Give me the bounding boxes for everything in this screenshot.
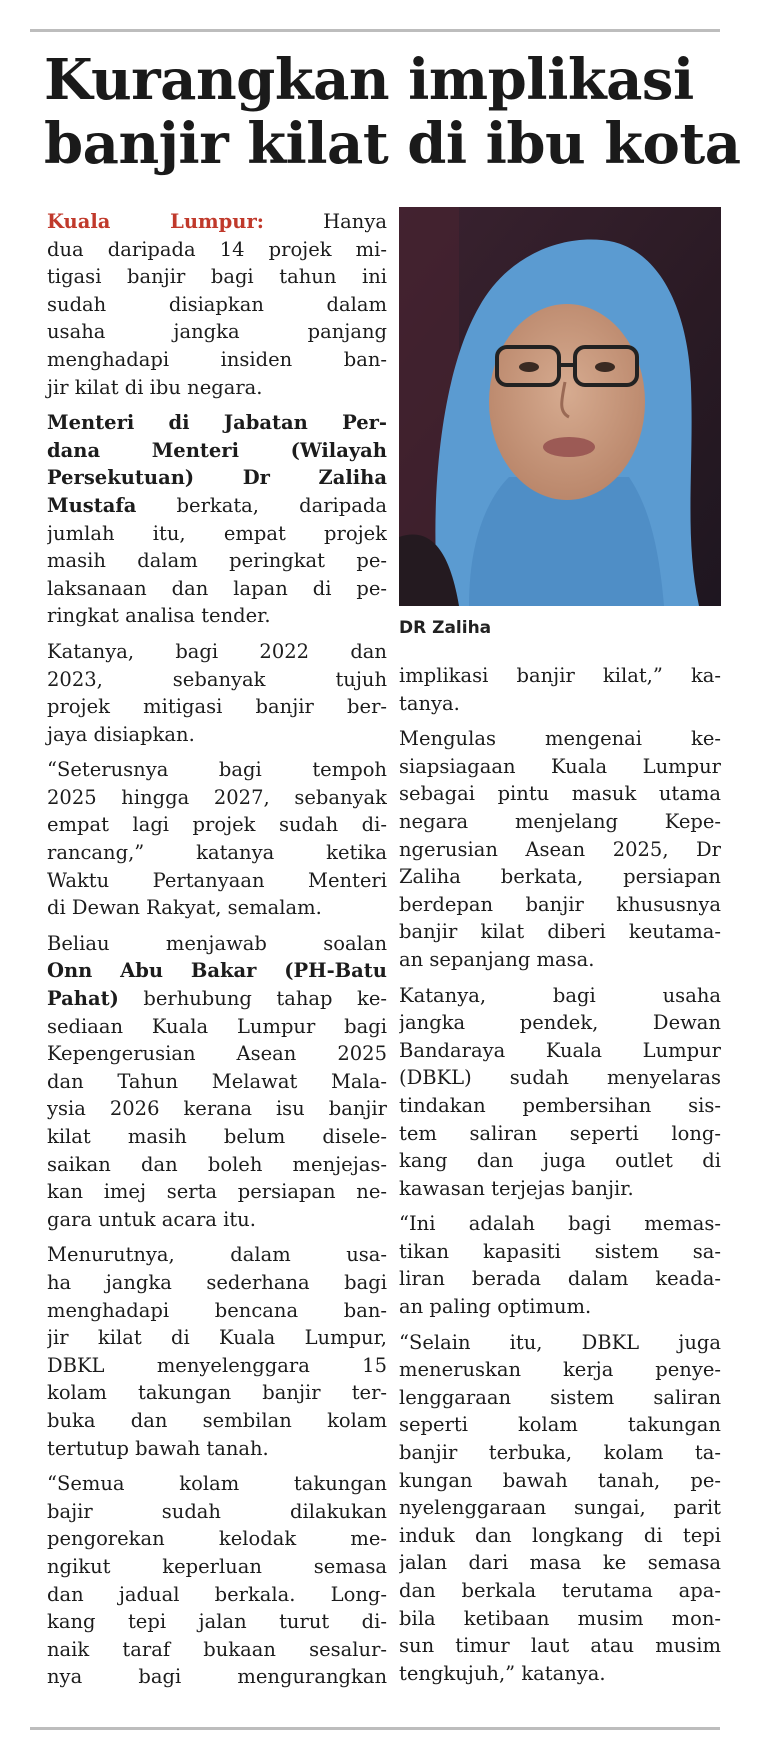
text-run: Hanya [263,210,387,233]
portrait-photo [399,207,721,606]
text-line: tengkujuh,” katanya. [399,1661,606,1685]
headline [44,47,741,177]
article-column-2 [399,662,721,1687]
text-line: dan jadual berkala. Long- [47,1582,387,1606]
article-column-1 [47,208,387,1691]
text-line: Katanya, bagi 2022 dan [47,639,387,663]
text-line: usaha jangka panjang [47,320,387,344]
text-line: sebagai pintu masuk utama [399,782,721,806]
bold-name: Persekutuan) Dr Zaliha [47,466,387,490]
text-line: “Seterusnya bagi tempoh [47,758,387,782]
text-line: an sepanjang masa. [399,947,595,971]
text-line [47,957,387,985]
text-line: tanya. [399,691,460,715]
bold-name: dana Menteri (Wilayah [47,438,387,462]
bottom-rule [30,1727,720,1730]
text-line [47,208,387,236]
text-line: tigasi banjir bagi tahun ini [47,265,387,289]
text-line: tertutup bawah tanah. [47,1436,269,1460]
text-line: ysia 2026 kerana isu banjir [47,1097,387,1121]
text-line: negara menjelang Kepe- [399,809,721,833]
text-line: laksanaan dan lapan di pe- [47,576,387,600]
text-line: empat lagi projek sudah di- [47,813,387,837]
text-line: sun timur laut atau musim [399,1634,721,1658]
bold-name: Onn Abu Bakar (PH-Batu [47,959,387,983]
bold-name: Menteri di Jabatan Per- [47,411,387,435]
text-line: jumlah itu, empat projek [47,521,387,545]
text-line: Katanya, bagi usaha [399,983,721,1007]
text-line: tindakan pembersihan sis- [399,1093,721,1117]
text-line: masih dalam peringkat pe- [47,549,387,573]
text-line: Beliau menjawab soalan [47,931,387,955]
text-line: gara untuk acara itu. [47,1207,256,1231]
text-line: naik taraf bukaan sesalur- [47,1637,387,1661]
text-run: berhubung tahap ke- [118,987,387,1011]
text-line: Waktu Pertanyaan Menteri [47,868,387,892]
text-line: meneruskan kerja penye- [399,1358,721,1382]
text-line: ngikut keperluan semasa [47,1554,387,1578]
text-line: buka dan sembilan kolam [47,1408,387,1432]
text-line: “Semua kolam takungan [47,1472,387,1496]
text-line: sudah disiapkan dalam [47,292,387,316]
text-line: an paling optimum. [399,1295,592,1319]
text-line: nya bagi mengurangkan [47,1665,387,1689]
text-line: 2023, sebanyak tujuh [47,667,387,691]
text-line: “Ini adalah bagi memas- [399,1212,721,1236]
text-line [47,464,387,492]
text-line: pengorekan kelodak me- [47,1527,387,1551]
text-line: jir kilat di Kuala Lumpur, [47,1326,387,1350]
text-line: implikasi banjir kilat,” ka- [399,664,721,687]
text-line [47,409,387,437]
text-line: di Dewan Rakyat, semalam. [47,896,322,920]
text-line: Kepengerusian Asean 2025 [47,1042,387,1066]
text-line: sediaan Kuala Lumpur bagi [47,1014,387,1038]
text-line: liran berada dalam keada- [399,1267,721,1291]
text-line: menghadapi bencana ban- [47,1298,387,1322]
text-line: ha jangka sederhana bagi [47,1270,387,1294]
text-line [47,492,387,520]
text-line: ngerusian Asean 2025, Dr [399,837,721,861]
text-line: Bandaraya Kuala Lumpur [399,1038,721,1062]
text-line: Zaliha berkata, persiapan [399,865,721,889]
text-line: Mengulas mengenai ke- [399,727,721,751]
text-line: dua daripada 14 projek mi- [47,237,387,261]
photo-caption: DR Zaliha [399,618,492,638]
text-line: kan imej serta persiapan ne- [47,1180,387,1204]
text-line: jangka pendek, Dewan [399,1011,721,1035]
text-line: bajir sudah dilakukan [47,1499,387,1523]
text-line: tem saliran seperti long- [399,1121,721,1145]
text-line: menghadapi insiden ban- [47,347,387,371]
text-line: jir kilat di ibu negara. [47,375,263,399]
bold-name: Mustafa [47,493,137,517]
text-line: saikan dan boleh menjejas- [47,1152,387,1176]
text-line: 2025 hingga 2027, sebanyak [47,785,387,809]
text-line: siapsiagaan Kuala Lumpur [399,754,721,778]
text-line: dan berkala terutama apa- [399,1579,721,1602]
text-line: banjir kilat diberi keutama- [399,920,721,944]
text-line: projek mitigasi banjir ber- [47,695,387,719]
text-line: (DBKL) sudah menyelaras [399,1066,721,1090]
text-line: jalan dari masa ke semasa [399,1551,721,1575]
text-line: berdepan banjir khususnya [399,892,721,916]
text-line: ringkat analisa tender. [47,604,271,628]
text-line: kang dan juga outlet di [399,1149,721,1173]
portrait-photo-icon [399,207,721,606]
bold-name: Pahat) [47,987,119,1011]
text-line: seperti kolam takungan [399,1413,721,1437]
text-line: “Selain itu, DBKL juga [399,1330,721,1354]
text-line: kawasan terjejas banjir. [399,1176,634,1200]
text-line: kilat masih belum disele- [47,1125,387,1148]
text-line: banjir terbuka, kolam ta- [399,1441,721,1465]
text-run: berkata, daripada [136,493,387,517]
text-line: kungan bawah tanah, pe- [399,1468,721,1492]
headline-line-2: banjir kilat di ibu kota [44,111,741,177]
text-line [47,985,387,1013]
text-line: bila ketibaan musim mon- [399,1606,721,1630]
text-line: nyelenggaraan sungai, parit [399,1496,721,1520]
text-line: induk dan longkang di tepi [399,1523,721,1547]
text-line: jaya disiapkan. [47,722,195,746]
text-line: rancang,” katanya ketika [47,841,387,865]
top-rule [30,29,720,32]
text-line: Menurutnya, dalam usa- [47,1243,387,1267]
text-line: kolam takungan banjir ter- [47,1381,387,1405]
text-line: tikan kapasiti sistem sa- [399,1239,721,1263]
dateline: Kuala Lumpur: [47,210,264,233]
text-line: dan Tahun Melawat Mala- [47,1069,387,1093]
text-line [47,437,387,465]
text-line: DBKL menyelenggara 15 [47,1353,387,1377]
headline-line-1: Kurangkan implikasi [44,47,694,113]
text-line: lenggaraan sistem saliran [399,1385,721,1409]
text-line: kang tepi jalan turut di- [47,1610,387,1634]
